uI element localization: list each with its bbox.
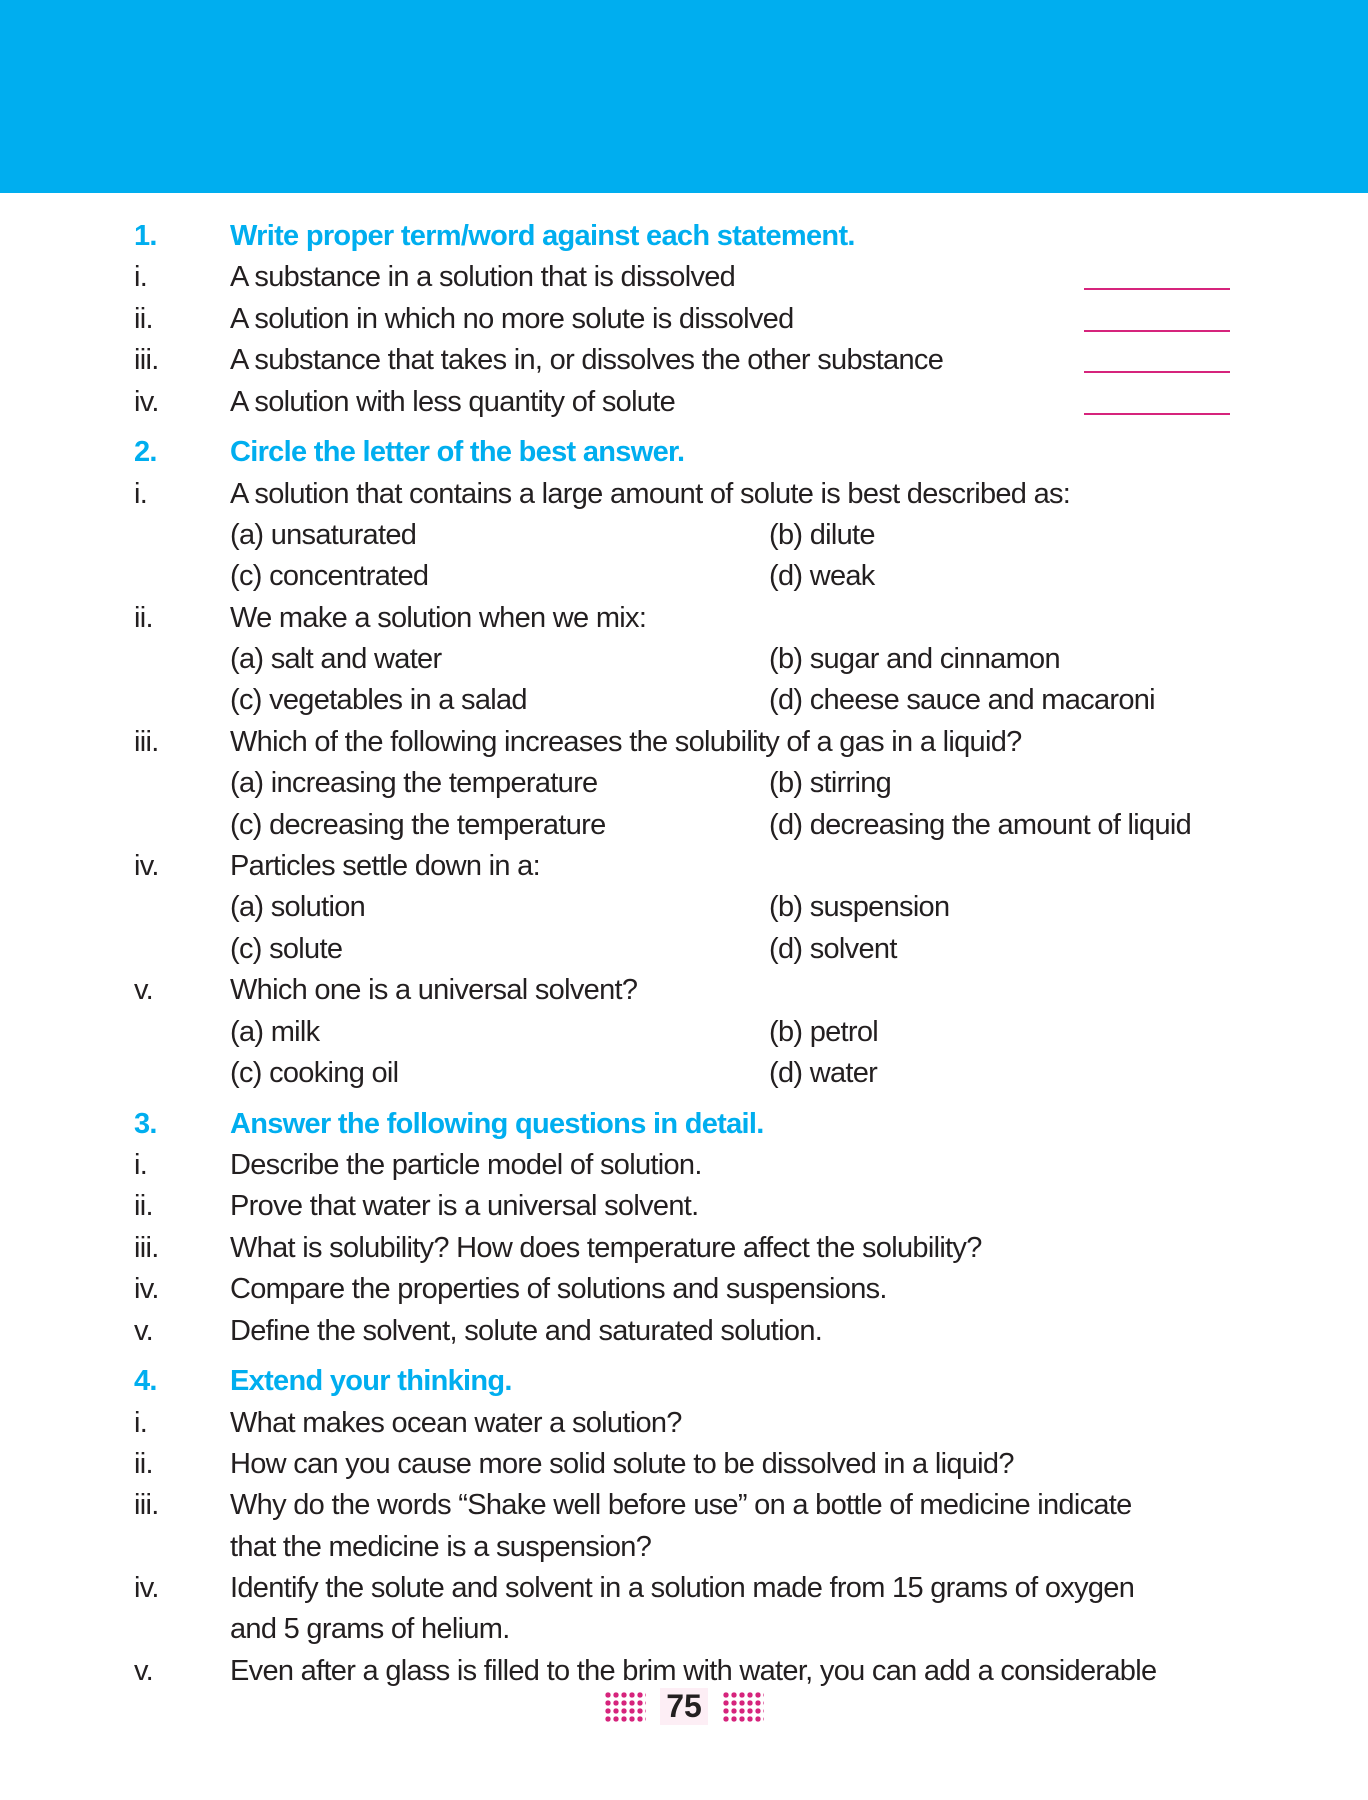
question-row (0, 846, 1368, 887)
question-row (0, 474, 1368, 515)
question-row (0, 598, 1368, 639)
question-text: Which one is a universal solvent? (230, 974, 638, 1007)
answer-option[interactable]: (d) solvent (769, 932, 897, 965)
answer-option[interactable]: (d) cheese sauce and macaroni (769, 684, 1155, 717)
answer-option[interactable]: (c) vegetables in a salad (230, 684, 527, 717)
options-row (0, 763, 1368, 804)
answer-option[interactable]: (b) suspension (769, 891, 950, 924)
answer-option[interactable]: (a) salt and water (230, 643, 442, 676)
answer-option[interactable]: (a) solution (230, 891, 366, 924)
section-number: 3. (134, 1107, 157, 1140)
section-title: Circle the letter of the best answer. (230, 436, 685, 469)
item-number: iv. (134, 850, 159, 883)
exercise-content (0, 216, 1368, 1692)
section-number: 4. (134, 1365, 157, 1398)
item-number: v. (134, 1654, 154, 1687)
options-row (0, 639, 1368, 680)
statement-text: A substance in a solution that is dissolved (230, 261, 736, 294)
answer-option[interactable]: (b) stirring (769, 767, 892, 800)
question-text: Compare the properties of solutions and suspensions. (230, 1273, 887, 1306)
question-text: We make a solution when we mix: (230, 601, 647, 634)
question-row (0, 1228, 1368, 1269)
answer-option[interactable]: (d) water (769, 1057, 878, 1089)
answer-option[interactable]: (b) dilute (769, 518, 875, 551)
statement-row (0, 382, 1368, 423)
question-text: Describe the particle model of solution. (230, 1148, 702, 1181)
section-title: Extend your thinking. (230, 1365, 512, 1398)
item-number: iv. (134, 1273, 159, 1306)
item-number: i. (134, 1148, 148, 1181)
header-banner (0, 0, 1368, 193)
question-row (0, 1485, 1368, 1526)
question-row (0, 1403, 1368, 1444)
answer-option[interactable]: (a) milk (230, 1015, 320, 1048)
question-row (0, 1145, 1368, 1186)
options-row (0, 805, 1368, 846)
answer-option[interactable]: (b) petrol (769, 1015, 879, 1048)
question-text: Identify the solute and solvent in a solution made from 15 grams of oxygen (230, 1572, 1135, 1605)
question-text: What makes ocean water a solution? (230, 1406, 682, 1439)
item-number: i. (134, 477, 148, 510)
item-number: iii. (134, 344, 159, 377)
statement-text: A substance that takes in, or dissolves the other substance (230, 344, 944, 377)
answer-option[interactable]: (d) weak (769, 560, 875, 593)
page-number: 75 (660, 1688, 708, 1725)
options-row (0, 1012, 1368, 1053)
answer-option[interactable]: (d) decreasing the amount of liquid (769, 808, 1192, 841)
options-row (0, 680, 1368, 721)
answer-option[interactable]: (c) decreasing the temperature (230, 808, 606, 841)
answer-option[interactable]: (a) increasing the temperature (230, 767, 598, 800)
answer-option[interactable]: (c) solute (230, 932, 343, 965)
question-row (0, 1527, 1368, 1568)
section-title: Write proper term/word against each statement. (230, 220, 855, 252)
item-number: ii. (134, 1447, 153, 1480)
question-text: Prove that water is a universal solvent. (230, 1190, 699, 1223)
item-number: iii. (134, 1231, 159, 1264)
item-number: iv. (134, 385, 159, 418)
question-row (0, 1609, 1368, 1650)
statement-row (0, 257, 1368, 298)
question-row (0, 1651, 1368, 1692)
statement-text: A solution with less quantity of solute (230, 385, 676, 418)
question-row (0, 1568, 1368, 1609)
item-number: i. (134, 261, 148, 294)
question-row (0, 1311, 1368, 1352)
dot-pattern-left-icon (604, 1691, 646, 1723)
question-text: Even after a glass is filled to the brim with water, you can add a considerable (230, 1654, 1157, 1687)
answer-blank[interactable] (1084, 413, 1230, 415)
options-row (0, 929, 1368, 970)
item-number: i. (134, 1406, 148, 1439)
section-heading (0, 1104, 1368, 1145)
statement-text: A solution in which no more solute is dissolved (230, 302, 794, 335)
statement-row (0, 299, 1368, 340)
item-number: v. (134, 974, 154, 1007)
options-row (0, 887, 1368, 928)
question-text: that the medicine is a suspension? (230, 1530, 652, 1563)
item-number: iii. (134, 1489, 159, 1522)
section-heading (0, 432, 1368, 473)
question-text: Particles settle down in a: (230, 850, 540, 883)
question-text: Why do the words “Shake well before use” on a bottle of medicine indicate (230, 1489, 1132, 1522)
answer-option[interactable]: (c) cooking oil (230, 1057, 399, 1089)
question-text: Which of the following increases the solubility of a gas in a liquid? (230, 725, 1022, 758)
answer-blank[interactable] (1084, 371, 1230, 373)
section-number: 1. (134, 220, 157, 252)
question-row (0, 722, 1368, 763)
question-text: A solution that contains a large amount of solute is best described as: (230, 477, 1071, 510)
options-row (0, 515, 1368, 556)
section-title: Answer the following questions in detail. (230, 1107, 764, 1140)
section-heading (0, 216, 1368, 257)
question-text: and 5 grams of helium. (230, 1613, 510, 1646)
options-row (0, 1053, 1368, 1094)
answer-blank[interactable] (1084, 330, 1230, 332)
item-number: v. (134, 1314, 154, 1347)
dot-pattern-right-icon (722, 1691, 764, 1723)
item-number: ii. (134, 1190, 153, 1223)
question-row (0, 970, 1368, 1011)
question-text: Define the solvent, solute and saturated solution. (230, 1314, 823, 1347)
options-row (0, 556, 1368, 597)
question-text: How can you cause more solid solute to be dissolved in a liquid? (230, 1447, 1014, 1480)
item-number: iii. (134, 725, 159, 758)
item-number: ii. (134, 302, 153, 335)
section-heading (0, 1361, 1368, 1402)
answer-blank[interactable] (1084, 288, 1230, 290)
statement-row (0, 340, 1368, 381)
page-footer (0, 1688, 1368, 1725)
question-row (0, 1444, 1368, 1485)
answer-option[interactable]: (c) concentrated (230, 560, 429, 593)
question-text: What is solubility? How does temperature affect the solubility? (230, 1231, 982, 1264)
section-number: 2. (134, 436, 157, 469)
item-number: ii. (134, 601, 153, 634)
answer-option[interactable]: (a) unsaturated (230, 518, 417, 551)
question-row (0, 1269, 1368, 1310)
question-row (0, 1186, 1368, 1227)
answer-option[interactable]: (b) sugar and cinnamon (769, 643, 1060, 676)
item-number: iv. (134, 1572, 159, 1605)
